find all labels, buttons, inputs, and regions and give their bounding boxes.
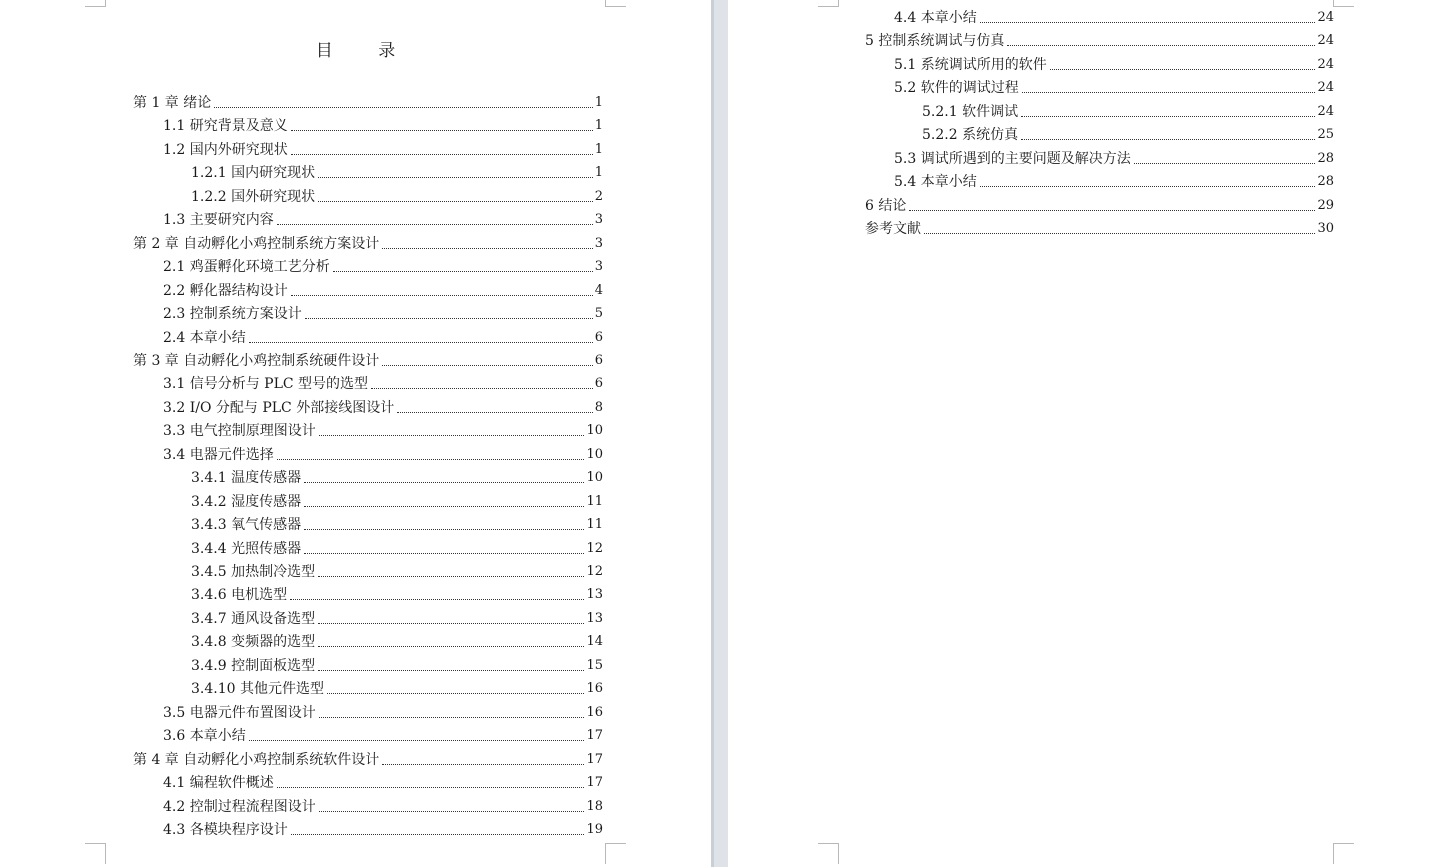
toc-entry-page-number: 10	[586, 423, 603, 439]
page-gutter-shadow	[711, 0, 714, 867]
toc-entry-page-number: 15	[586, 657, 603, 673]
toc-entry-page-number: 1	[594, 165, 603, 181]
toc-entry-label: 4.4 本章小结	[894, 10, 977, 26]
toc-entry-page-number: 1	[594, 118, 603, 134]
toc-entry-label: 第 4 章 自动孵化小鸡控制系统软件设计	[133, 751, 380, 768]
toc-dot-leader	[304, 506, 584, 507]
toc-entry[interactable]	[865, 195, 1334, 217]
crop-mark-bottom-left	[818, 843, 839, 864]
toc-dot-leader	[277, 787, 585, 788]
toc-entry[interactable]	[894, 54, 1334, 76]
toc-dot-leader	[1022, 92, 1316, 93]
toc-dot-leader	[318, 177, 593, 178]
crop-mark-bottom-right	[1333, 843, 1354, 864]
toc-entry[interactable]	[191, 655, 603, 677]
toc-entry-page-number: 14	[586, 634, 603, 650]
toc-entry-page-number: 17	[586, 775, 603, 791]
document-page-left	[0, 0, 711, 867]
toc-entry-label: 5.2.1 软件调试	[922, 103, 1019, 120]
toc-entry-page-number: 25	[1317, 127, 1334, 143]
toc-entry[interactable]	[865, 218, 1334, 240]
toc-dot-leader	[318, 201, 593, 202]
toc-entry-page-number: 3	[594, 235, 603, 251]
crop-mark-top-right	[605, 0, 626, 7]
toc-entry-label: 第 1 章 绪论	[133, 95, 212, 111]
toc-entry-label: 3.4.10 其他元件选型	[191, 681, 324, 698]
toc-entry[interactable]	[163, 444, 603, 466]
toc-entry-page-number: 6	[594, 352, 603, 368]
toc-entry-page-number: 19	[586, 821, 603, 837]
toc-entry[interactable]	[191, 491, 603, 513]
crop-mark-top-right	[1333, 0, 1354, 7]
toc-dot-leader	[333, 271, 593, 272]
toc-entry-label: 3.5 电器元件布置图设计	[163, 704, 316, 721]
toc-entry[interactable]	[191, 514, 603, 536]
toc-entry-label: 3.1 信号分析与 PLC 型号的选型	[163, 376, 369, 393]
toc-entry-page-number: 24	[1317, 80, 1334, 96]
toc-dot-leader	[291, 295, 593, 296]
toc-dot-leader	[371, 388, 593, 389]
toc-dot-leader	[397, 412, 593, 413]
toc-dot-leader	[1050, 69, 1316, 70]
toc-dot-leader	[290, 599, 584, 600]
toc-dot-leader	[909, 210, 1315, 211]
toc-dot-leader	[277, 459, 585, 460]
toc-entry-page-number: 6	[594, 376, 603, 392]
toc-entry-label: 5.4 本章小结	[894, 174, 977, 191]
toc-entry-label: 1.1 研究背景及意义	[163, 118, 288, 135]
toc-entry-page-number: 28	[1317, 174, 1334, 190]
toc-entry-label: 1.2.2 国外研究现状	[191, 188, 316, 205]
toc-entry-label: 3.2 I/O 分配与 PLC 外部接线图设计	[163, 399, 395, 416]
toc-entry-label: 3.4.1 温度传感器	[191, 470, 302, 487]
toc-entry[interactable]	[163, 420, 603, 442]
toc-entry-label: 2.1 鸡蛋孵化环境工艺分析	[163, 259, 330, 276]
toc-entry-page-number: 24	[1317, 103, 1334, 119]
toc-entry-label: 3.4.4 光照传感器	[191, 540, 302, 557]
toc-entry[interactable]	[191, 162, 603, 184]
toc-dot-leader	[319, 435, 585, 436]
toc-dot-leader	[214, 107, 592, 108]
crop-mark-top-left	[818, 0, 839, 7]
toc-entry[interactable]	[191, 561, 603, 583]
toc-entry[interactable]	[133, 233, 603, 255]
toc-dot-leader	[1021, 116, 1315, 117]
toc-entry[interactable]	[133, 350, 603, 372]
toc-entry-label: 1.3 主要研究内容	[163, 212, 274, 229]
toc-entry-page-number: 1	[594, 95, 603, 110]
toc-entry[interactable]	[163, 303, 603, 325]
toc-entry-label: 参考文献	[865, 221, 921, 238]
toc-entry[interactable]	[922, 101, 1334, 123]
toc-entry-page-number: 30	[1317, 221, 1334, 237]
toc-entry-page-number: 4	[594, 282, 603, 298]
toc-dot-leader	[304, 529, 584, 530]
toc-dot-leader	[980, 22, 1316, 23]
toc-entry-page-number: 3	[594, 212, 603, 228]
toc-entry-label: 3.3 电气控制原理图设计	[163, 423, 316, 440]
toc-entry-page-number: 11	[586, 493, 603, 509]
toc-dot-leader	[1007, 45, 1315, 46]
toc-entry-page-number: 28	[1317, 150, 1334, 166]
toc-entry[interactable]	[163, 772, 603, 794]
toc-entry-label: 2.4 本章小结	[163, 329, 246, 346]
toc-entry[interactable]	[191, 631, 603, 653]
toc-dot-leader	[382, 248, 592, 249]
toc-entry-page-number: 5	[594, 306, 603, 322]
toc-dot-leader	[304, 482, 584, 483]
toc-entry[interactable]	[163, 725, 603, 747]
toc-entry-label: 3.4.3 氧气传感器	[191, 517, 302, 534]
toc-dot-leader	[304, 553, 584, 554]
toc-entry-page-number: 3	[594, 259, 603, 275]
toc-entry-label: 6 结论	[865, 197, 907, 214]
crop-mark-bottom-left	[85, 843, 106, 864]
toc-entry-page-number: 10	[586, 446, 603, 462]
toc-dot-leader	[318, 646, 584, 647]
toc-entry-page-number: 13	[586, 587, 603, 603]
toc-dot-leader	[318, 576, 584, 577]
toc-entry-page-number: 18	[586, 798, 603, 814]
toc-entry-page-number: 24	[1317, 33, 1334, 49]
toc-entry[interactable]	[163, 796, 603, 818]
toc-entry[interactable]	[894, 148, 1334, 170]
toc-entry-page-number: 1	[594, 141, 603, 157]
toc-entry-page-number: 10	[586, 470, 603, 486]
toc-entry[interactable]	[894, 77, 1334, 99]
toc-entry[interactable]	[133, 749, 603, 771]
toc-dot-leader	[277, 224, 593, 225]
toc-entry[interactable]	[133, 92, 603, 114]
toc-entry[interactable]	[163, 115, 603, 137]
toc-dot-leader	[291, 154, 593, 155]
toc-entry-label: 4.3 各模块程序设计	[163, 821, 288, 838]
toc-entry-label: 3.4.7 通风设备选型	[191, 610, 316, 627]
toc-entry[interactable]	[163, 280, 603, 302]
toc-entry[interactable]	[191, 584, 603, 606]
toc-entry-label: 5.2 软件的调试过程	[894, 80, 1019, 97]
toc-entry[interactable]	[163, 256, 603, 278]
toc-entry-label: 第 2 章 自动孵化小鸡控制系统方案设计	[133, 235, 380, 252]
toc-entry[interactable]	[163, 327, 603, 349]
toc-dot-leader	[319, 717, 585, 718]
toc-entry[interactable]	[163, 397, 603, 419]
toc-entry[interactable]	[163, 702, 603, 724]
toc-dot-leader	[382, 365, 592, 366]
toc-entry-page-number: 11	[586, 517, 603, 533]
toc-entry-page-number: 8	[594, 399, 603, 415]
document-page-right	[728, 0, 1442, 867]
toc-entry-label: 1.2 国内外研究现状	[163, 141, 288, 158]
toc-entry-page-number: 13	[586, 610, 603, 626]
crop-mark-bottom-right	[605, 843, 626, 864]
toc-entry-page-number: 12	[586, 540, 603, 556]
toc-entry-label: 3.4.6 电机选型	[191, 587, 288, 604]
toc-dot-leader	[382, 764, 584, 765]
toc-entry[interactable]	[894, 7, 1334, 29]
toc-entry[interactable]	[163, 209, 603, 231]
toc-entry-label: 第 3 章 自动孵化小鸡控制系统硬件设计	[133, 352, 380, 369]
toc-entry-label: 3.4 电器元件选择	[163, 446, 274, 463]
toc-entry-label: 4.1 编程软件概述	[163, 775, 274, 792]
toc-entry-page-number: 12	[586, 564, 603, 579]
toc-dot-leader	[1134, 163, 1316, 164]
toc-dot-leader	[1021, 139, 1315, 140]
toc-entry-page-number: 29	[1317, 197, 1334, 213]
toc-dot-leader	[291, 834, 585, 835]
toc-entry-page-number: 24	[1317, 10, 1334, 25]
toc-dot-leader	[318, 623, 584, 624]
toc-entry-page-number: 17	[586, 728, 603, 744]
toc-entry-page-number: 6	[594, 329, 603, 345]
toc-entry-page-number: 2	[594, 188, 603, 204]
toc-entry-page-number: 24	[1317, 56, 1334, 72]
toc-entry-label: 3.4.8 变频器的选型	[191, 634, 316, 651]
toc-dot-leader	[924, 233, 1315, 234]
toc-entry[interactable]	[922, 124, 1334, 146]
toc-entry-label: 2.3 控制系统方案设计	[163, 306, 302, 323]
toc-entry-label: 3.4.5 加热制冷选型	[191, 564, 316, 580]
toc-entry[interactable]	[163, 373, 603, 395]
toc-entry-label: 3.4.9 控制面板选型	[191, 657, 316, 674]
toc-entry[interactable]	[865, 30, 1334, 52]
toc-dot-leader	[318, 670, 584, 671]
toc-entry-label: 5.2.2 系统仿真	[922, 127, 1019, 144]
toc-title: 目 录	[315, 41, 416, 61]
toc-entry-page-number: 16	[586, 681, 603, 697]
toc-dot-leader	[980, 186, 1316, 187]
toc-entry-label: 2.2 孵化器结构设计	[163, 282, 288, 299]
toc-entry[interactable]	[191, 538, 603, 560]
toc-entry-label: 1.2.1 国内研究现状	[191, 165, 316, 182]
toc-dot-leader	[291, 130, 593, 131]
toc-dot-leader	[319, 811, 585, 812]
toc-entry[interactable]	[191, 608, 603, 630]
toc-dot-leader	[249, 740, 585, 741]
toc-entry-page-number: 16	[586, 704, 603, 720]
toc-entry[interactable]	[191, 467, 603, 489]
toc-dot-leader	[327, 693, 584, 694]
crop-mark-top-left	[85, 0, 106, 7]
toc-entry-label: 3.4.2 湿度传感器	[191, 493, 302, 510]
toc-entry-label: 5.3 调试所遇到的主要问题及解决方法	[894, 150, 1131, 167]
toc-entry-page-number: 17	[586, 751, 603, 767]
toc-entry-label: 5.1 系统调试所用的软件	[894, 56, 1047, 73]
toc-entry[interactable]	[163, 139, 603, 161]
toc-entry-label: 3.6 本章小结	[163, 728, 246, 745]
toc-dot-leader	[249, 342, 593, 343]
toc-dot-leader	[305, 318, 593, 319]
toc-entry[interactable]	[191, 186, 603, 208]
toc-entry[interactable]	[191, 678, 603, 700]
toc-entry[interactable]	[163, 819, 603, 841]
toc-entry[interactable]	[894, 171, 1334, 193]
toc-entry-label: 4.2 控制过程流程图设计	[163, 798, 316, 815]
toc-entry-label: 5 控制系统调试与仿真	[865, 33, 1005, 50]
